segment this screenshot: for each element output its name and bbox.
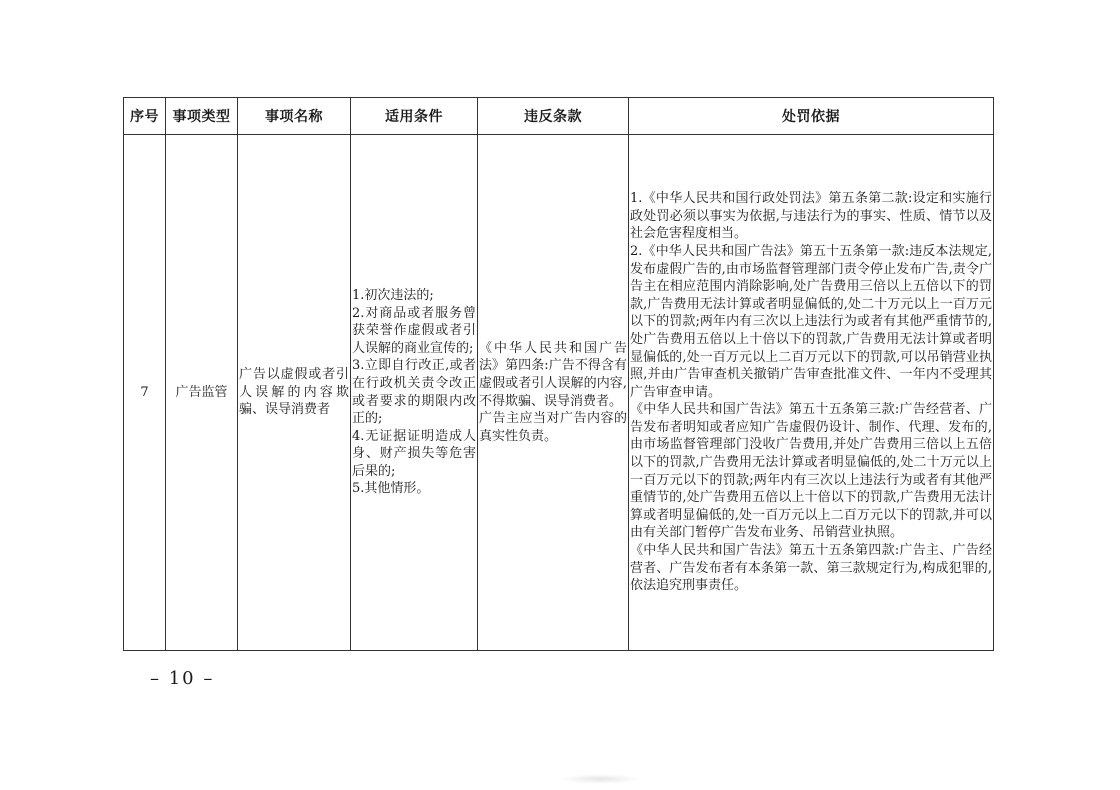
cell-applicable-conditions [351,135,478,651]
basis-paragraph: 2.《中华人民共和国广告法》第五十五条第一款:违反本法规定,发布虚假广告的,由市场监督管理部门责令停止发布广告,责令广告主在相应范围内消除影响,处广告费用三倍以上五倍以下的罚款,广告费用无法计算或者明显偏低的,处二十万元以上一百万元以下的罚款;两年内有三次以上违法行为或者有其他严重情节的,处广告费用五倍以上十倍以下的罚款,广告费用无法计算或者明显偏低的,处一百万元以上二百万元以下的罚款,可以吊销营业执照,并由广告审查机关撤销广告审查批准文件、一年内不受理其广告审查申请。 [630,243,992,400]
scan-smudge [560,774,640,784]
regulation-table [123,97,994,651]
header-item-name: 事项名称 [238,98,351,135]
cell-item-type: 广告监管 [166,135,238,651]
cell-penalty-basis [629,135,994,651]
page-number: – 10 – [150,668,215,689]
condition-item: 1.初次违法的; [352,287,434,303]
table-row [124,135,994,651]
basis-paragraph: 1.《中华人民共和国行政处罚法》第五条第二款:设定和实施行政处罚必须以事实为依据,与违法行为的事实、性质、情节以及社会危害程度相当。 [630,191,992,242]
header-applicable-conditions: 适用条件 [351,98,478,135]
header-serial-number: 序号 [124,98,166,135]
header-violated-clause: 违反条款 [478,98,629,135]
condition-item: 5.其他情形。 [352,481,430,497]
condition-item: 3.立即自行改正,或者在行政机关责令改正或者要求的期限内改正的; [352,358,476,427]
cell-serial-number: 7 [124,135,166,651]
condition-item: 4.无证据证明造成人身、财产损失等危害后果的; [352,428,476,479]
cell-violated-clause [478,135,629,651]
violation-paragraph: 《中华人民共和国广告法》第四条:广告不得含有虚假或者引人误解的内容,不得欺骗、误导消费者。 [479,340,627,409]
condition-item: 2.对商品或者服务曾获荣誉作虚假或者引人误解的商业宣传的; [352,305,476,356]
cell-item-name: 广告以虚假或者引人误解的内容欺骗、误导消费者 [238,135,351,651]
table-header-row [124,98,994,135]
header-penalty-basis: 处罚依据 [629,98,994,135]
basis-paragraph: 《中华人民共和国广告法》第五十五条第三款:广告经营者、广告发布者明知或者应知广告虚假仍设计、制作、代理、发布的,由市场监督管理部门没收广告费用,并处广告费用三倍以上五倍以下的罚款,广告费用无法计算或者明显偏低的,处二十万元以上一百万元以下的罚款;两年内有三次以上违法行为或者有其他严重情节的,处广告费用五倍以上十倍以下的罚款,广告费用无法计算或者明显偏低的,处一百万元以上二百万元以下的罚款,并可以由有关部门暂停广告发布业务、吊销营业执照。 [630,402,992,541]
basis-paragraph: 《中华人民共和国广告法》第五十五条第四款:广告主、广告经营者、广告发布者有本条第一款、第三款规定行为,构成犯罪的,依法追究刑事责任。 [630,543,992,594]
header-item-type: 事项类型 [166,98,238,135]
violation-paragraph: 广告主应当对广告内容的真实性负责。 [479,411,627,444]
